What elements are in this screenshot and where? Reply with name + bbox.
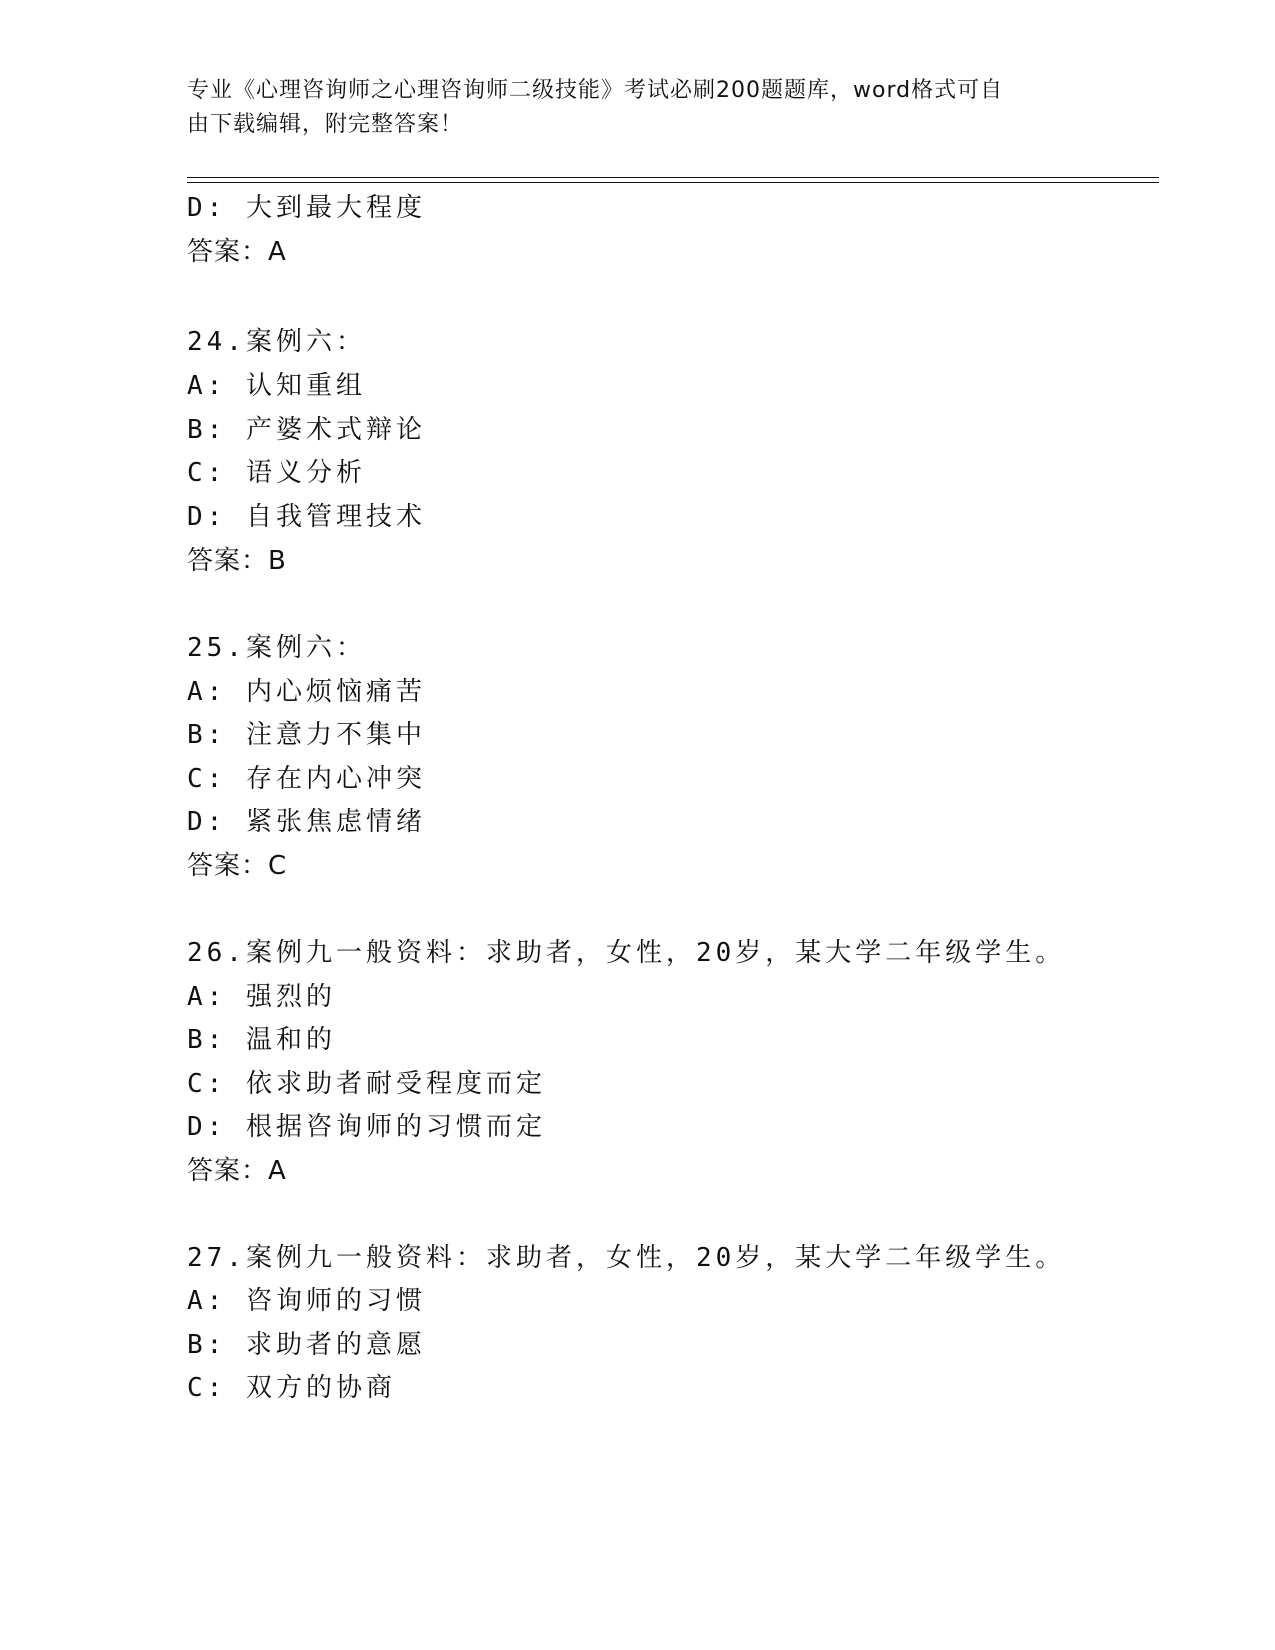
q24-option-d: D: 自我管理技术 — [187, 502, 426, 532]
q25-option-a: A: 内心烦恼痛苦 — [187, 677, 426, 707]
q26-option-c: C: 依求助者耐受程度而定 — [187, 1069, 546, 1099]
q24-answer: 答案：B — [187, 546, 287, 576]
q25-stem: 25.案例六： — [187, 633, 366, 663]
q24-option-c: C: 语义分析 — [187, 458, 366, 488]
header-line-1: 专业《心理咨询师之心理咨询师二级技能》考试必刷200题题库，word格式可自 — [187, 78, 1004, 103]
q26-answer: 答案：A — [187, 1156, 287, 1186]
q24-stem: 24.案例六： — [187, 327, 366, 357]
q24-option-b: B: 产婆术式辩论 — [187, 415, 426, 445]
q26-option-d: D: 根据咨询师的习惯而定 — [187, 1112, 546, 1142]
q25-option-b: B: 注意力不集中 — [187, 720, 426, 750]
q27-stem: 27.案例九一般资料：求助者，女性，20岁，某大学二年级学生。 — [187, 1243, 1066, 1273]
q27-option-b: B: 求助者的意愿 — [187, 1330, 426, 1360]
q27-option-a: A: 咨询师的习惯 — [187, 1286, 426, 1316]
q26-stem: 26.案例九一般资料：求助者，女性，20岁，某大学二年级学生。 — [187, 938, 1066, 968]
q26-option-a: A: 强烈的 — [187, 982, 336, 1012]
q25-option-d: D: 紧张焦虑情绪 — [187, 807, 426, 837]
header-divider-top — [187, 177, 1159, 178]
q27-option-c: C: 双方的协商 — [187, 1373, 396, 1403]
q25-option-c: C: 存在内心冲突 — [187, 764, 426, 794]
q23-option-d: D: 大到最大程度 — [187, 193, 426, 223]
page-header — [187, 74, 1087, 142]
q26-option-b: B: 温和的 — [187, 1025, 336, 1055]
q24-option-a: A: 认知重组 — [187, 371, 366, 401]
q23-answer: 答案：A — [187, 237, 287, 267]
header-line-2: 由下载编辑，附完整答案！ — [187, 112, 464, 137]
header-divider-bottom — [187, 182, 1159, 183]
q25-answer: 答案：C — [187, 851, 288, 881]
